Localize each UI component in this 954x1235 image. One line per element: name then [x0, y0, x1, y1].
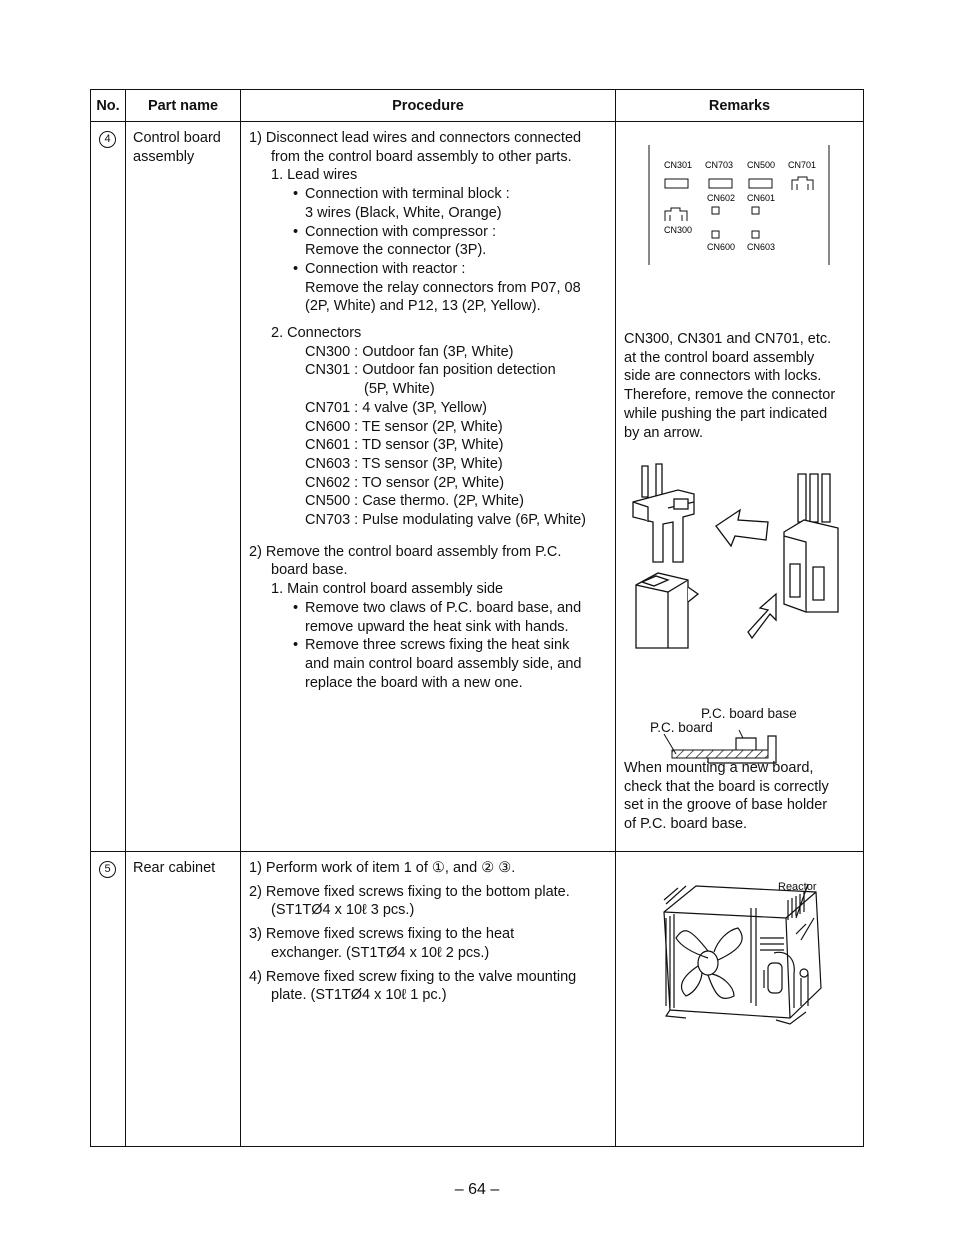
- label-reactor: Reactor: [778, 881, 817, 893]
- procedure-step: 4) Remove fixed screw fixing to the valve mounting: [249, 968, 577, 985]
- procedure-table: [90, 89, 864, 1147]
- connector-layout-diagram: [646, 140, 836, 270]
- connector-line: CN301 : Outdoor fan position detection: [305, 362, 556, 379]
- connector-cn701: [792, 177, 813, 190]
- remark-lock-note: CN300, CN301 and CN701, etc. at the control board assembly side are connectors with locks. Therefore, remove the connector while pushing the part indicated by an arrow.: [624, 331, 836, 441]
- page-number: – 64 –: [454, 1181, 500, 1198]
- label-cn301: CN301: [664, 160, 693, 170]
- label-cn701: CN701: [788, 160, 817, 170]
- connector-cn301: [665, 179, 688, 188]
- label-cn602: CN602: [707, 193, 736, 203]
- connector-cn703: [709, 179, 732, 188]
- connector-line: CN603 : TS sensor (3P, White): [305, 455, 503, 472]
- table-row-4: [91, 122, 864, 852]
- procedure-step: 2) Remove fixed screws fixing to the bottom plate.: [249, 883, 570, 900]
- procedure-bullet: • Connection with reactor :: [249, 260, 609, 279]
- connector-cn601: [752, 207, 759, 214]
- procedure-step: 3) Remove fixed screws fixing to the heat: [249, 926, 515, 943]
- connector-line: CN601 : TD sensor (3P, White): [305, 437, 504, 454]
- connector-cn602: [712, 207, 719, 214]
- label-cn500: CN500: [747, 160, 776, 170]
- remark-mounting-note: When mounting a new board, check that the board is correctly set in the groove of base holder of P.C. board base.: [624, 760, 829, 833]
- label-cn601: CN601: [747, 193, 776, 203]
- connector-line: CN701 : 4 valve (3P, Yellow): [305, 399, 487, 416]
- procedure-step: 1) Perform work of item 1 of ①, and ② ③.: [249, 860, 516, 876]
- label-cn703: CN703: [705, 160, 734, 170]
- procedure-step: 1) Disconnect lead wires and connectors connected: [249, 130, 582, 146]
- procedure-bullet: • Connection with compressor :: [249, 223, 609, 242]
- table-header-row: [91, 90, 864, 122]
- row-number-4: [91, 122, 126, 852]
- procedure-bullet: • Remove three screws fixing the heat sink: [249, 636, 609, 655]
- label-board: P.C. board: [650, 720, 713, 735]
- part-name-line: assembly: [133, 148, 195, 165]
- header-remarks: Remarks: [616, 90, 864, 122]
- label-cn603: CN603: [747, 242, 776, 252]
- procedure-substep: 1. Main control board assembly side: [271, 581, 504, 598]
- procedure-line: 3 wires (Black, White, Orange): [305, 204, 502, 221]
- procedure-line: replace the board with a new one.: [305, 674, 523, 691]
- connector-lock-illustration: [628, 462, 858, 657]
- connector-line: CN300 : Outdoor fan (3P, White): [305, 343, 514, 360]
- label-cn300: CN300: [664, 225, 693, 235]
- circled-number: 5: [99, 861, 116, 878]
- procedure-substep: 2. Connectors: [271, 325, 362, 342]
- circled-number: 4: [99, 131, 116, 148]
- procedure-line: board base.: [271, 562, 348, 579]
- connector-cn500: [749, 179, 772, 188]
- procedure-line: Remove the relay connectors from P07, 08: [305, 279, 581, 296]
- header-no: No.: [91, 90, 126, 122]
- label-cn600: CN600: [707, 242, 736, 252]
- connector-line: CN602 : TO sensor (2P, White): [305, 474, 505, 491]
- procedure-control-board: [241, 122, 616, 852]
- procedure-line: from the control board assembly to other parts.: [271, 148, 572, 165]
- procedure-bullet: • Remove two claws of P.C. board base, and: [249, 599, 609, 618]
- connector-cn603: [752, 231, 759, 238]
- table-row-5: [91, 852, 864, 1147]
- connector-line: (5P, White): [364, 381, 435, 398]
- procedure-rear-cabinet: [241, 852, 616, 1147]
- connector-cn600: [712, 231, 719, 238]
- part-name-line: Control board: [133, 130, 221, 146]
- header-part-name: Part name: [126, 90, 241, 122]
- part-name-rear-cabinet: [126, 852, 241, 1147]
- connector-line: CN703 : Pulse modulating valve (6P, White): [305, 512, 587, 529]
- procedure-substep: 1. Lead wires: [271, 167, 358, 184]
- arrow-left-icon: [716, 510, 768, 546]
- row-number-5: [91, 852, 126, 1147]
- procedure-bullet: • Connection with terminal block :: [249, 185, 609, 204]
- connector-line: CN600 : TE sensor (2P, White): [305, 418, 503, 435]
- procedure-line: remove upward the heat sink with hands.: [305, 618, 569, 635]
- procedure-line: (ST1TØ4 x 10ℓ 3 pcs.): [271, 902, 415, 919]
- procedure-line: plate. (ST1TØ4 x 10ℓ 1 pc.): [271, 987, 447, 1004]
- part-name-line: Rear cabinet: [133, 860, 216, 876]
- connector-cn300: [665, 208, 687, 221]
- outdoor-unit-illustration: [656, 878, 831, 1026]
- procedure-line: exchanger. (ST1TØ4 x 10ℓ 2 pcs.): [271, 944, 490, 961]
- procedure-line: (2P, White) and P12, 13 (2P, Yellow).: [305, 298, 541, 315]
- header-procedure: Procedure: [241, 90, 616, 122]
- connector-line: CN500 : Case thermo. (2P, White): [305, 493, 524, 510]
- procedure-step: 2) Remove the control board assembly from P.C.: [249, 543, 562, 560]
- remarks-control-board: [616, 122, 864, 852]
- procedure-line: Remove the connector (3P).: [305, 242, 487, 259]
- part-name-control-board: [126, 122, 241, 852]
- label-board-base: P.C. board base: [701, 706, 797, 721]
- remarks-rear-cabinet: [616, 852, 864, 1147]
- arrow-up-right-icon: [748, 594, 776, 638]
- procedure-line: and main control board assembly side, and: [305, 655, 582, 672]
